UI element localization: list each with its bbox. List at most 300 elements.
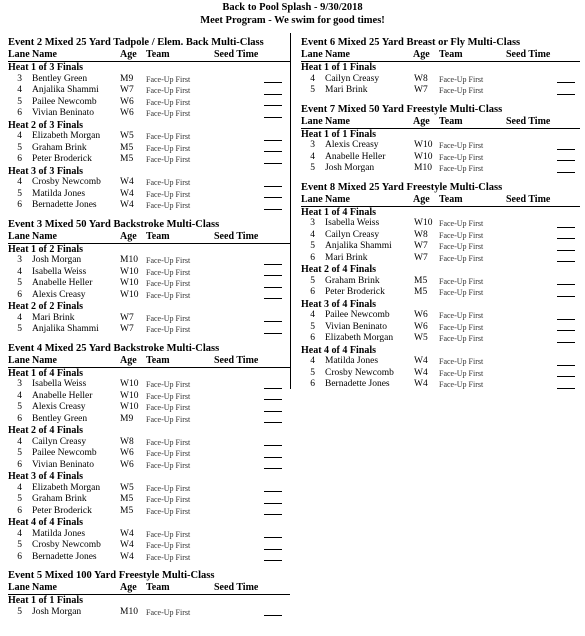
- seed-time-blank: [264, 411, 282, 412]
- swimmer-team: Face-Up First: [146, 86, 191, 95]
- entry-row: [8, 506, 290, 518]
- seed-time-blank: [264, 298, 282, 299]
- swimmer-age: W5: [120, 482, 134, 493]
- seed-time-blank: [557, 365, 575, 366]
- seed-time-blank: [557, 94, 575, 95]
- event-block: [8, 569, 290, 618]
- lane-number: 6: [310, 379, 315, 389]
- event-title: Event 6 Mixed 25 Yard Breast or Fly Multi-Class: [301, 37, 521, 48]
- swimmer-age: W10: [120, 278, 139, 288]
- left-column: [8, 36, 290, 624]
- seed-time-blank: [557, 160, 575, 161]
- swimmer-name: Crosby Newcomb: [325, 367, 394, 378]
- lane-number: 4: [310, 356, 315, 366]
- event-block: [301, 36, 580, 97]
- seed-time-blank: [264, 333, 282, 334]
- swimmer-team: Face-Up First: [439, 380, 484, 389]
- entry-row: [8, 143, 290, 155]
- lane-number: 5: [310, 85, 315, 95]
- entry-row: [8, 437, 290, 449]
- entry-row: [8, 552, 290, 564]
- lane-number: 5: [17, 278, 22, 288]
- column-header-team: Team: [146, 49, 170, 60]
- entry-row: [8, 97, 290, 109]
- swimmer-name: Josh Morgan: [32, 255, 82, 265]
- seed-time-blank: [264, 491, 282, 492]
- seed-time-blank: [264, 94, 282, 95]
- entry-row: [8, 177, 290, 189]
- swimmer-age: W5: [414, 333, 428, 343]
- lane-number: 6: [17, 505, 22, 516]
- seed-time-blank: [264, 321, 282, 322]
- entry-row: [8, 278, 290, 290]
- swimmer-age: W10: [120, 402, 139, 412]
- heat-label: Heat 2 of 4 Finals: [8, 425, 83, 436]
- entry-row: [8, 414, 290, 426]
- event-title: Event 3 Mixed 50 Yard Backstroke Multi-Class: [8, 218, 220, 230]
- seed-time-blank: [264, 140, 282, 141]
- lane-number: 4: [310, 151, 315, 162]
- swimmer-team: Face-Up First: [146, 403, 191, 412]
- swimmer-age: M5: [120, 505, 134, 516]
- seed-time-blank: [557, 296, 575, 297]
- seed-time-blank: [557, 284, 575, 285]
- entry-row: [301, 333, 580, 345]
- column-header-lane: Lane: [8, 49, 30, 60]
- lane-number: 3: [310, 218, 315, 228]
- swimmer-age: W6: [120, 459, 134, 470]
- swimmer-name: Peter Broderick: [32, 154, 92, 164]
- column-header-team: Team: [439, 49, 463, 60]
- swimmer-team: Face-Up First: [146, 391, 191, 401]
- swimmer-age: W6: [414, 310, 428, 320]
- swimmer-name: Cailyn Creasy: [32, 436, 87, 447]
- swimmer-team: Face-Up First: [146, 437, 191, 447]
- entry-row: [301, 140, 580, 152]
- swimmer-age: W7: [120, 324, 134, 334]
- column-header-lane: Lane: [8, 582, 30, 593]
- lane-number: 5: [17, 188, 22, 199]
- lane-number: 6: [17, 459, 22, 470]
- entry-row: [8, 607, 290, 619]
- entry-row: [8, 290, 290, 302]
- lane-number: 5: [310, 275, 315, 286]
- column-header-row: [8, 49, 290, 62]
- event-title: Event 4 Mixed 25 Yard Backstroke Multi-Class: [8, 342, 220, 354]
- column-header-team: Team: [146, 230, 170, 242]
- swimmer-name: Anabelle Heller: [32, 390, 93, 401]
- lane-number: 5: [17, 540, 22, 550]
- swimmer-team: Face-Up First: [146, 290, 191, 300]
- entry-row: [8, 189, 290, 201]
- lane-number: 4: [310, 310, 315, 320]
- swimmer-age: M9: [120, 73, 134, 84]
- seed-time-blank: [264, 117, 282, 118]
- column-header-seed: Seed Time: [214, 582, 259, 593]
- swimmer-name: Alexis Creasy: [32, 402, 86, 412]
- lane-number: 4: [17, 390, 22, 401]
- seed-time-blank: [264, 197, 282, 198]
- swimmer-name: Bentley Green: [32, 73, 88, 84]
- column-header-team: Team: [439, 115, 463, 127]
- lane-number: 5: [17, 606, 22, 617]
- entry-row: [8, 324, 290, 336]
- event-title: Event 7 Mixed 50 Yard Freestyle Multi-Class: [301, 103, 503, 115]
- column-header-name: Name: [325, 49, 350, 60]
- swimmer-name: Vivian Beninato: [325, 321, 387, 332]
- lane-number: 4: [17, 528, 22, 539]
- seed-time-blank: [264, 275, 282, 276]
- heat-label: Heat 2 of 3 Finals: [8, 119, 83, 131]
- seed-time-blank: [264, 549, 282, 550]
- swimmer-team: Face-Up First: [146, 414, 191, 424]
- seed-time-blank: [557, 319, 575, 320]
- swimmer-name: Anabelle Heller: [325, 151, 386, 162]
- swimmer-age: W10: [120, 289, 139, 300]
- swimmer-team: Face-Up First: [146, 607, 191, 617]
- seed-time-blank: [264, 151, 282, 152]
- swimmer-team: Face-Up First: [439, 276, 484, 286]
- swimmer-name: Pailee Newcomb: [32, 448, 97, 458]
- seed-time-blank: [557, 250, 575, 251]
- seed-time-blank: [557, 261, 575, 262]
- seed-time-blank: [264, 105, 282, 106]
- swimmer-name: Matilda Jones: [325, 356, 379, 366]
- entry-row: [301, 85, 580, 97]
- lane-number: 4: [17, 482, 22, 493]
- column-header-lane: Lane: [8, 230, 30, 242]
- lane-number: 5: [17, 324, 22, 334]
- swimmer-team: Face-Up First: [439, 74, 484, 84]
- swimmer-age: W10: [414, 151, 433, 162]
- heat-label: Heat 1 of 4 Finals: [301, 206, 376, 218]
- entry-row: [8, 494, 290, 506]
- lane-number: 4: [310, 73, 315, 84]
- entry-row: [8, 255, 290, 267]
- swimmer-name: Bernadette Jones: [32, 200, 97, 210]
- seed-time-blank: [264, 445, 282, 446]
- lane-number: 6: [310, 287, 315, 297]
- swimmer-name: Peter Broderick: [32, 505, 92, 516]
- swimmer-team: Face-Up First: [146, 506, 191, 516]
- swimmer-age: M5: [120, 142, 134, 153]
- swimmer-name: Alexis Creasy: [32, 289, 86, 300]
- swimmer-name: Josh Morgan: [32, 606, 82, 617]
- swimmer-age: M10: [414, 163, 432, 173]
- swimmer-team: Face-Up First: [146, 201, 191, 210]
- swimmer-age: W4: [414, 367, 428, 378]
- column-header-name: Name: [32, 582, 57, 593]
- entry-row: [301, 322, 580, 334]
- swimmer-age: M5: [120, 154, 134, 164]
- swimmer-name: Bernadette Jones: [325, 379, 390, 389]
- swimmer-team: Face-Up First: [439, 86, 484, 95]
- lane-number: 4: [17, 177, 22, 187]
- swimmer-team: Face-Up First: [146, 279, 191, 288]
- lane-number: 5: [310, 367, 315, 378]
- swimmer-name: Elizabeth Morgan: [32, 131, 101, 141]
- swimmer-age: W8: [120, 436, 134, 447]
- swimmer-team: Face-Up First: [439, 288, 484, 297]
- swimmer-team: Face-Up First: [439, 141, 484, 150]
- entry-row: [301, 74, 580, 86]
- swimmer-team: Face-Up First: [439, 219, 484, 228]
- swimmer-team: Face-Up First: [146, 552, 191, 562]
- entry-row: [8, 74, 290, 86]
- swimmer-name: Vivian Beninato: [32, 459, 94, 470]
- swimmer-name: Mari Brink: [325, 85, 368, 95]
- swimmer-team: Face-Up First: [146, 460, 191, 470]
- swimmer-age: W10: [414, 218, 433, 228]
- lane-number: 3: [17, 379, 22, 389]
- seed-time-blank: [557, 342, 575, 343]
- swimmer-age: W6: [120, 108, 134, 118]
- swimmer-team: Face-Up First: [146, 74, 191, 84]
- swimmer-team: Face-Up First: [439, 368, 484, 378]
- lane-number: 6: [17, 200, 22, 210]
- seed-time-blank: [557, 149, 575, 150]
- lane-number: 3: [17, 73, 22, 84]
- swimmer-name: Matilda Jones: [32, 528, 86, 539]
- swimmer-age: W4: [120, 188, 134, 199]
- lane-number: 5: [310, 241, 315, 251]
- swimmer-team: Face-Up First: [146, 380, 191, 389]
- swimmer-team: Face-Up First: [439, 230, 484, 240]
- swimmer-name: Anjalika Shammi: [32, 324, 99, 334]
- heat-label: Heat 1 of 1 Finals: [301, 128, 376, 140]
- lane-number: 4: [310, 229, 315, 240]
- event-spacer: [301, 391, 580, 397]
- entry-row: [301, 218, 580, 230]
- seed-time-blank: [264, 560, 282, 561]
- meet-subtitle: Meet Program - We swim for good times!: [200, 15, 385, 26]
- lane-number: 6: [310, 333, 315, 343]
- swimmer-team: Face-Up First: [146, 189, 191, 199]
- swimmer-name: Isabella Weiss: [32, 379, 87, 389]
- lane-number: 4: [17, 266, 22, 277]
- lane-number: 3: [17, 255, 22, 265]
- seed-time-blank: [557, 227, 575, 228]
- heat-label: Heat 3 of 4 Finals: [301, 298, 376, 310]
- swimmer-name: Josh Morgan: [325, 163, 375, 173]
- swimmer-name: Graham Brink: [32, 142, 87, 153]
- entry-row: [301, 152, 580, 164]
- lane-number: 4: [17, 436, 22, 447]
- swimmer-age: W5: [120, 131, 134, 141]
- swimmer-team: Face-Up First: [146, 256, 191, 265]
- seed-time-blank: [557, 238, 575, 239]
- event-block: [8, 342, 290, 564]
- swimmer-team: Face-Up First: [146, 97, 191, 107]
- column-header-row: [8, 355, 290, 368]
- entry-row: [8, 154, 290, 166]
- swimmer-name: Peter Broderick: [325, 287, 385, 297]
- lane-number: 4: [17, 131, 22, 141]
- seed-time-blank: [557, 82, 575, 83]
- column-header-row: [301, 49, 580, 62]
- entry-row: [8, 402, 290, 414]
- entry-row: [8, 200, 290, 212]
- entry-row: [8, 267, 290, 279]
- entry-row: [301, 310, 580, 322]
- swimmer-name: Vivian Beninato: [32, 108, 94, 118]
- heat-label: Heat 1 of 1 Finals: [8, 595, 83, 606]
- swimmer-age: W4: [120, 528, 134, 539]
- entry-row: [301, 287, 580, 299]
- column-header-seed: Seed Time: [506, 193, 551, 205]
- seed-time-blank: [264, 514, 282, 515]
- column-header-name: Name: [32, 354, 57, 366]
- swimmer-age: W10: [120, 390, 139, 401]
- swimmer-age: W6: [414, 321, 428, 332]
- column-header-row: [8, 582, 290, 595]
- swimmer-name: Pailee Newcomb: [32, 96, 97, 107]
- swimmer-name: Mari Brink: [325, 252, 368, 263]
- lane-number: 6: [17, 413, 22, 424]
- column-header-seed: Seed Time: [214, 354, 259, 366]
- swimmer-team: Face-Up First: [146, 449, 191, 458]
- lane-number: 5: [17, 402, 22, 412]
- column-header-lane: Lane: [301, 115, 323, 127]
- lane-number: 5: [310, 163, 315, 173]
- lane-number: 5: [17, 448, 22, 458]
- entry-row: [8, 448, 290, 460]
- swimmer-team: Face-Up First: [439, 253, 484, 263]
- swimmer-name: Anjalika Shammi: [32, 85, 99, 95]
- column-header-age: Age: [120, 354, 137, 366]
- swimmer-team: Face-Up First: [146, 313, 191, 323]
- lane-number: 6: [17, 551, 22, 562]
- swimmer-age: M10: [120, 255, 138, 265]
- swimmer-name: Pailee Newcomb: [325, 310, 390, 320]
- column-header-lane: Lane: [301, 49, 323, 60]
- swimmer-team: Face-Up First: [439, 322, 484, 332]
- swimmer-age: M5: [414, 275, 428, 286]
- swimmer-name: Cailyn Creasy: [325, 73, 380, 84]
- swimmer-name: Anabelle Heller: [32, 278, 93, 288]
- swimmer-age: W10: [120, 379, 139, 389]
- swimmer-name: Mari Brink: [32, 312, 75, 323]
- column-header-name: Name: [325, 193, 350, 205]
- seed-time-blank: [264, 388, 282, 389]
- entry-row: [8, 108, 290, 120]
- swimmer-age: W4: [120, 177, 134, 187]
- column-header-age: Age: [413, 115, 430, 127]
- swimmer-age: W6: [120, 448, 134, 458]
- seed-time-blank: [264, 186, 282, 187]
- column-header-seed: Seed Time: [214, 230, 259, 242]
- swimmer-team: Face-Up First: [146, 325, 191, 334]
- column-header-age: Age: [120, 582, 137, 593]
- swimmer-age: W6: [120, 96, 134, 107]
- heat-label: Heat 1 of 1 Finals: [301, 62, 376, 73]
- swimmer-age: W10: [120, 266, 139, 277]
- entry-row: [301, 230, 580, 242]
- swimmer-team: Face-Up First: [439, 357, 484, 366]
- swimmer-age: M10: [120, 606, 138, 617]
- swimmer-age: W7: [120, 85, 134, 95]
- entry-row: [8, 85, 290, 97]
- entry-row: [8, 391, 290, 403]
- seed-time-blank: [264, 615, 282, 616]
- swimmer-name: Elizabeth Morgan: [325, 333, 394, 343]
- entry-row: [301, 368, 580, 380]
- event-block: [301, 181, 580, 391]
- seed-time-blank: [264, 264, 282, 265]
- seed-time-blank: [264, 163, 282, 164]
- seed-time-blank: [557, 376, 575, 377]
- meet-header: [0, 0, 585, 27]
- heat-label: Heat 4 of 4 Finals: [8, 517, 83, 528]
- swimmer-team: Face-Up First: [146, 178, 191, 187]
- column-header-lane: Lane: [8, 354, 30, 366]
- seed-time-blank: [557, 388, 575, 389]
- swimmer-team: Face-Up First: [146, 155, 191, 164]
- column-header-age: Age: [413, 49, 430, 60]
- lane-number: 5: [17, 142, 22, 153]
- meet-title: Back to Pool Splash - 9/30/2018: [222, 2, 363, 13]
- heat-label: Heat 1 of 2 Finals: [8, 243, 83, 255]
- lane-number: 5: [17, 96, 22, 107]
- seed-time-blank: [264, 82, 282, 83]
- swimmer-age: W4: [120, 200, 134, 210]
- heat-label: Heat 2 of 4 Finals: [301, 264, 376, 275]
- column-header-team: Team: [146, 354, 170, 366]
- swimmer-age: W10: [414, 140, 433, 150]
- heat-label: Heat 4 of 4 Finals: [301, 344, 376, 356]
- column-header-age: Age: [120, 49, 137, 60]
- entry-row: [301, 276, 580, 288]
- heat-label: Heat 3 of 3 Finals: [8, 165, 83, 177]
- swimmer-name: Bernadette Jones: [32, 551, 97, 562]
- swimmer-team: Face-Up First: [146, 495, 191, 504]
- entry-row: [8, 483, 290, 495]
- swimmer-age: W4: [120, 551, 134, 562]
- column-header-name: Name: [32, 49, 57, 60]
- swimmer-name: Alexis Creasy: [325, 140, 379, 150]
- swimmer-name: Bentley Green: [32, 413, 88, 424]
- entry-row: [8, 131, 290, 143]
- lane-number: 5: [17, 494, 22, 504]
- swimmer-name: Matilda Jones: [32, 188, 86, 199]
- swimmer-team: Face-Up First: [146, 541, 191, 550]
- seed-time-blank: [264, 399, 282, 400]
- entry-row: [8, 540, 290, 552]
- column-header-age: Age: [413, 193, 430, 205]
- event-block: [301, 103, 580, 175]
- event-title: Event 5 Mixed 100 Yard Freestyle Multi-Class: [8, 570, 215, 581]
- swimmer-age: M5: [414, 287, 428, 297]
- column-header-row: [8, 231, 290, 244]
- swimmer-name: Elizabeth Morgan: [32, 482, 101, 493]
- entry-row: [8, 529, 290, 541]
- seed-time-blank: [264, 468, 282, 469]
- swimmer-age: W8: [414, 73, 428, 84]
- column-header-name: Name: [32, 230, 57, 242]
- entry-row: [8, 379, 290, 391]
- column-header-row: [301, 194, 580, 207]
- column-header-age: Age: [120, 230, 137, 242]
- lane-number: 4: [17, 85, 22, 95]
- lane-number: 5: [310, 321, 315, 332]
- seed-time-blank: [264, 209, 282, 210]
- swimmer-name: Crosby Newcomb: [32, 177, 101, 187]
- swimmer-age: W4: [414, 356, 428, 366]
- swimmer-name: Isabella Weiss: [32, 266, 87, 277]
- column-header-seed: Seed Time: [214, 49, 259, 60]
- heat-label: Heat 1 of 3 Finals: [8, 62, 83, 73]
- right-column: [301, 36, 580, 397]
